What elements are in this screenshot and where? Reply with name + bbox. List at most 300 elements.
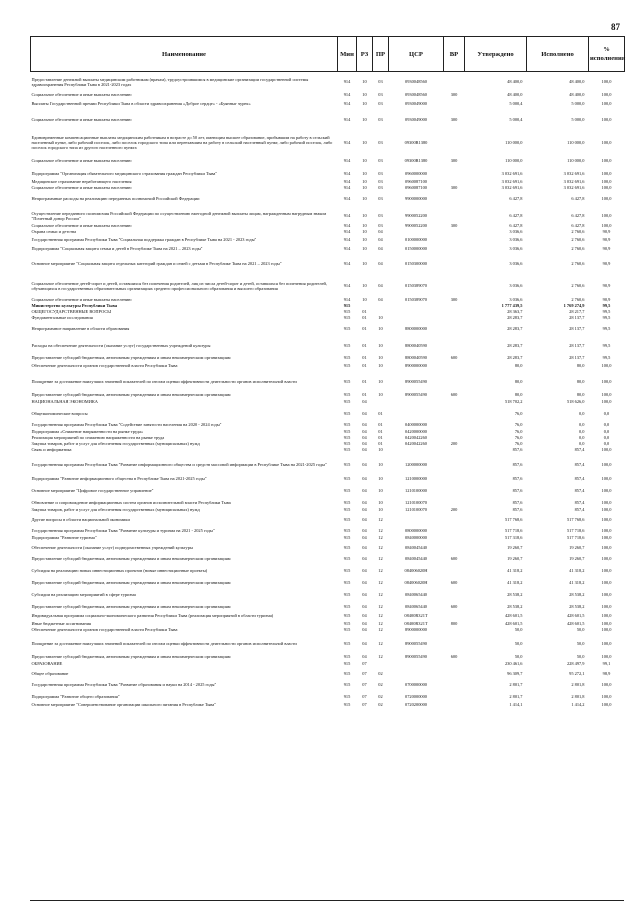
cell-name: Социальное обеспечение и иные выплаты населению (31, 223, 132, 228)
cell-rz: 04 (362, 507, 367, 512)
cell-approved: 80,0 (514, 362, 523, 368)
cell-percent: 0,0 (603, 422, 610, 427)
cell-rz: 04 (362, 641, 367, 646)
cell-name: Подпрограмма "Развитие общего образования" (31, 694, 120, 699)
cell-csr: 1210100070 (405, 507, 427, 512)
cell-percent: 100,0 (601, 621, 612, 626)
cell-percent: 100,0 (601, 604, 612, 609)
cell-min: 914 (343, 229, 351, 234)
cell-vr (444, 701, 465, 709)
cell-vr (444, 567, 465, 575)
cell-percent: 99,5 (602, 315, 611, 320)
cell-csr: 8900055490 (405, 379, 427, 384)
table-row (31, 487, 625, 495)
cell-percent: 99,5 (602, 343, 611, 348)
cell-executed: 80,0 (576, 379, 585, 384)
row-spacer (31, 369, 625, 377)
cell-executed: 50,0 (576, 641, 585, 646)
cell-csr: 084006020Н (404, 580, 428, 585)
cell-vr: 200 (450, 507, 458, 512)
cell-executed: 80,0 (576, 392, 585, 397)
cell-approved: 2 801,7 (509, 694, 523, 699)
cell-rz: 04 (362, 604, 367, 609)
cell-executed: 19 260,7 (569, 545, 585, 550)
cell-executed: 0,0 (579, 435, 585, 440)
cell-executed: 0,0 (579, 422, 585, 427)
cell-csr: 1210100070 (405, 500, 427, 505)
cell-rz: 10 (362, 140, 367, 145)
cell-rz: 04 (362, 488, 367, 493)
cell-executed: 857,4 (574, 476, 585, 481)
cell-percent: 100,0 (601, 488, 612, 493)
cell-executed: 95 272,1 (569, 671, 585, 676)
cell-rz: 04 (362, 429, 367, 434)
cell-rz: 01 (362, 355, 367, 360)
cell-percent: 90,9 (602, 261, 611, 266)
cell-min: 915 (343, 556, 351, 561)
cell-vr (444, 362, 465, 369)
cell-rz: 04 (362, 627, 367, 632)
cell-executed: 0,0 (579, 429, 585, 434)
cell-percent: 100,0 (601, 223, 612, 228)
cell-pr: 03 (378, 170, 383, 176)
cell-csr: 0930049000 (405, 116, 427, 122)
cell-vr (444, 209, 465, 223)
cell-vr (444, 499, 465, 507)
cell-rz: 10 (362, 246, 367, 251)
cell-approved: 6 427,8 (509, 196, 523, 201)
cell-vr (444, 611, 465, 621)
cell-rz: 01 (362, 379, 367, 384)
cell-name: Государственная программа Республики Тыва "Развитие информационного общества и средств массовой информации в Республике Тыва на 2021-2025 годы" (31, 462, 327, 467)
cell-approved: 76,0 (514, 441, 523, 446)
cell-pr: 12 (378, 545, 383, 550)
cell-pr: 12 (378, 621, 383, 626)
cell-percent: 100,0 (601, 462, 612, 467)
cell-approved: 28 283,7 (507, 325, 523, 331)
cell-vr: 300 (450, 223, 458, 228)
cell-name: Государственная программа Республики Тыва "Содействие занятости населения на 2020 - 2024 годы" (31, 422, 222, 427)
cell-approved: 3 032 691,6 (501, 170, 523, 176)
cell-min: 914 (343, 261, 351, 266)
cell-approved: 28 283,7 (507, 343, 523, 348)
cell-percent: 90,9 (602, 229, 611, 234)
cell-executed: 857,4 (574, 500, 585, 505)
cell-executed: 228 497,9 (566, 661, 585, 666)
cell-name: Охрана семьи и детства (31, 229, 77, 234)
cell-min: 915 (343, 362, 351, 368)
cell-vr (444, 130, 465, 156)
cell-executed: 50,0 (576, 654, 585, 659)
cell-percent: 99,5 (602, 355, 611, 360)
header-executed: Исполнено (527, 37, 589, 72)
cell-min: 915 (343, 507, 351, 512)
cell-min: 914 (343, 246, 351, 251)
cell-name: Государственная программа Республики Тыва "Социальная поддержка граждан в Республике Тыва на 2021 - 2023 годы" (31, 237, 257, 242)
cell-rz: 01 (362, 309, 367, 314)
cell-csr: 0840065440 (405, 604, 427, 609)
cell-vr: 800 (450, 621, 458, 626)
cell-percent: 100,0 (601, 379, 612, 384)
cell-min: 915 (343, 613, 351, 618)
cell-approved: 3 036,6 (509, 261, 523, 266)
cell-approved: 41 318,2 (507, 568, 523, 573)
cell-min: 914 (343, 79, 351, 84)
cell-name: НАЦИОНАЛЬНАЯ ЭКОНОМИКА (31, 399, 98, 404)
cell-vr: 600 (450, 355, 458, 360)
cell-min: 914 (343, 223, 351, 228)
cell-name: Связь и информатика (31, 447, 72, 452)
table-row (31, 169, 625, 178)
cell-min: 915 (343, 682, 351, 687)
cell-percent: 100,0 (601, 702, 612, 707)
cell-name: Социальное обеспечение детей-сирот и детей, оставшихся без попечения родителей, лиц из числа детей-сирот и детей, оставшихся без попечения родителей, обучающихся в государственных образовательных организациях среднего профессионального образования и высшего образования (31, 280, 328, 291)
cell-min: 915 (343, 641, 351, 646)
cell-pr: 12 (378, 580, 383, 585)
cell-csr: 0420042260 (405, 435, 427, 440)
cell-pr: 12 (378, 654, 383, 659)
cell-executed: 2 801,8 (571, 682, 585, 687)
cell-csr: 1210100000 (405, 488, 427, 493)
cell-approved: 428 601,5 (504, 621, 523, 626)
table-row (31, 653, 625, 661)
cell-executed: 2 760,6 (571, 297, 585, 302)
cell-min: 915 (343, 500, 351, 505)
cell-pr: 03 (378, 178, 383, 184)
cell-pr: 01 (378, 411, 383, 416)
cell-pr: 01 (378, 435, 383, 440)
table-row (31, 354, 625, 362)
cell-approved: 1 777 439,5 (501, 303, 523, 308)
cell-percent: 100,0 (601, 140, 612, 145)
cell-vr (444, 245, 465, 253)
cell-min: 915 (343, 580, 351, 585)
cell-pr: 12 (378, 568, 383, 573)
cell-pr: 01 (378, 422, 383, 427)
cell-pr: 12 (378, 528, 383, 533)
cell-pr: 10 (378, 355, 383, 360)
table-row (31, 362, 625, 369)
cell-percent: 100,0 (601, 213, 612, 218)
cell-vr: 300 (450, 91, 458, 97)
cell-pr: 10 (378, 315, 383, 320)
cell-min: 915 (343, 343, 351, 348)
cell-pr: 10 (378, 488, 383, 493)
cell-vr: 600 (450, 654, 458, 659)
cell-approved: 3 036,6 (509, 229, 523, 234)
cell-name: Обеспечение деятельности (оказание услуг) подведомственных учреждений культуры (31, 545, 193, 550)
cell-min: 914 (343, 157, 351, 163)
cell-percent: 0,0 (603, 411, 610, 416)
cell-pr: 03 (378, 213, 383, 218)
cell-percent: 100,0 (601, 178, 612, 184)
cell-rz: 04 (362, 422, 367, 427)
cell-vr: 600 (450, 604, 458, 609)
cell-csr: 0150300000 (405, 261, 427, 266)
cell-executed: 0,0 (579, 411, 585, 416)
table-row (31, 259, 625, 269)
cell-rz: 04 (362, 517, 367, 522)
cell-approved: 3 036,6 (509, 297, 523, 302)
cell-min: 915 (343, 429, 351, 434)
cell-name: Закупка товаров, работ и услуг для обеспечения государственных (муниципальных) нужд (31, 441, 200, 446)
cell-percent: 99,1 (602, 661, 611, 666)
cell-rz: 10 (362, 237, 367, 242)
cell-vr: 200 (450, 441, 458, 446)
cell-approved: 41 318,2 (507, 580, 523, 585)
cell-percent: 100,0 (601, 627, 612, 632)
table-row (31, 178, 625, 185)
cell-pr: 10 (378, 462, 383, 467)
cell-csr: 0800000000 (405, 528, 427, 533)
cell-name: Предоставление субсидий бюджетным, автономным учреждениям и иным некоммерческим организациям (31, 654, 231, 659)
cell-csr: 09300R1380 (404, 140, 428, 145)
cell-executed: 2 801,8 (571, 694, 585, 699)
cell-rz: 04 (362, 592, 367, 597)
cell-percent: 100,0 (601, 476, 612, 481)
cell-csr: 0700000000 (405, 682, 427, 687)
header-vr: ВР (444, 37, 465, 72)
cell-executed: 48 400,0 (569, 91, 585, 97)
cell-name: Общее образование (31, 671, 69, 676)
table-row (31, 591, 625, 599)
cell-min: 915 (343, 702, 351, 707)
cell-executed: 28 137,7 (569, 315, 585, 320)
cell-min: 915 (343, 528, 351, 533)
cell-pr: 10 (378, 343, 383, 348)
cell-min: 915 (343, 661, 351, 666)
cell-percent: 99,5 (602, 325, 611, 331)
cell-name: Социальное обеспечение и иные выплаты населению (31, 297, 132, 302)
cell-min: 915 (343, 462, 351, 467)
cell-vr: 600 (450, 556, 458, 561)
cell-pr: 10 (378, 325, 383, 331)
table-row (31, 90, 625, 99)
cell-rz: 10 (362, 185, 367, 190)
cell-approved: 3 036,6 (509, 246, 523, 251)
cell-vr: 300 (450, 185, 458, 190)
cell-csr: 0930048560 (405, 79, 427, 84)
cell-pr: 01 (378, 441, 383, 446)
cell-rz: 04 (362, 476, 367, 481)
cell-percent: 0,0 (603, 435, 610, 440)
cell-percent: 100,0 (601, 682, 612, 687)
table-row (31, 99, 625, 109)
cell-executed: 41 318,2 (569, 568, 585, 573)
cell-vr (444, 259, 465, 269)
cell-rz: 04 (362, 447, 367, 452)
cell-min: 915 (343, 654, 351, 659)
cell-name: Другие вопросы в области национальной экономики (31, 517, 130, 522)
cell-min: 915 (343, 441, 351, 446)
cell-csr: 0720000000 (405, 694, 427, 699)
cell-name: Субсидии на реализацию мероприятий в сфере туризма (31, 592, 136, 597)
cell-rz: 10 (362, 229, 367, 234)
cell-pr: 02 (378, 671, 383, 676)
budget-execution-table (30, 36, 625, 709)
cell-approved: 5 000,4 (509, 101, 523, 106)
cell-approved: 50,0 (514, 627, 523, 632)
cell-approved: 6 427,8 (509, 213, 523, 218)
cell-name: Поощрение за достижение наилучших значений показателей по итогам оценки эффективности деятельности органов исполнительной власти (31, 379, 297, 384)
cell-rz: 10 (362, 116, 367, 122)
cell-name: Предоставление субсидий бюджетным, автономным учреждениям и иным некоммерческим организациям (31, 355, 231, 360)
cell-approved: 3 032 691,6 (501, 178, 523, 184)
cell-rz: 10 (362, 91, 367, 97)
cell-executed: 2 760,6 (571, 229, 585, 234)
cell-csr: 0400000000 (405, 422, 427, 427)
cell-percent: 100,0 (601, 101, 612, 106)
cell-approved: 517 718,6 (504, 528, 523, 533)
cell-approved: 76,0 (514, 422, 523, 427)
cell-name: Предоставление денежной выплаты медицинским работникам (врачам), трудоустроившимся в медицинские организации государственной системы здравоохранения Республики Тыва в 2021-2023 годах (31, 76, 309, 87)
cell-rz: 01 (362, 362, 367, 368)
cell-csr: 8900000000 (405, 362, 427, 368)
cell-csr: 8900055490 (405, 641, 427, 646)
cell-rz: 04 (362, 613, 367, 618)
cell-name: Социальное обеспечение и иные выплаты населению (31, 185, 132, 190)
cell-min: 915 (343, 627, 351, 632)
cell-executed: 0,0 (579, 441, 585, 446)
cell-csr: 0100000000 (405, 237, 427, 242)
cell-min: 915 (343, 422, 351, 427)
cell-pr: 12 (378, 641, 383, 646)
cell-rz: 10 (362, 170, 367, 176)
cell-csr: 0960000000 (405, 170, 427, 176)
cell-vr (444, 487, 465, 495)
cell-percent: 100,0 (601, 556, 612, 561)
cell-vr (444, 527, 465, 535)
cell-executed: 19 260,7 (569, 556, 585, 561)
cell-name: Основное мероприятие "Социальная защита отдельных категорий граждан и семей с детьми в Республике Тыва на 2021 – 2023 годы" (31, 261, 282, 266)
cell-vr (444, 74, 465, 90)
cell-name: Фундаментальные исследования (31, 315, 93, 320)
cell-executed: 1 414,2 (571, 702, 585, 707)
cell-approved: 28 538,2 (507, 592, 523, 597)
cell-pr: 10 (378, 507, 383, 512)
cell-executed: 6 427,8 (571, 196, 585, 201)
cell-approved: 230 461,6 (504, 661, 523, 666)
cell-percent: 100,0 (601, 399, 612, 404)
row-spacer (31, 332, 625, 342)
cell-percent: 100,0 (601, 641, 612, 646)
cell-rz: 04 (362, 580, 367, 585)
cell-percent: 100,0 (601, 694, 612, 699)
cell-rz: 10 (362, 101, 367, 106)
cell-vr: 300 (450, 116, 458, 122)
cell-min: 915 (343, 411, 351, 416)
cell-rz: 04 (362, 654, 367, 659)
cell-name: Закупка товаров, работ и услуг для обеспечения государственных (муниципальных) нужд (31, 507, 200, 512)
cell-min: 915 (343, 671, 351, 676)
cell-vr (444, 275, 465, 297)
cell-rz: 04 (362, 545, 367, 550)
cell-pr: 12 (378, 517, 383, 522)
cell-executed: 6 427,8 (571, 213, 585, 218)
cell-min: 914 (343, 178, 351, 184)
cell-csr: 8900055490 (405, 392, 427, 397)
table-row (31, 130, 625, 156)
cell-csr: 8900055490 (405, 654, 427, 659)
cell-percent: 90,9 (602, 283, 611, 288)
cell-vr: 600 (450, 580, 458, 585)
cell-percent: 99,5 (602, 303, 611, 308)
cell-approved: 3 032 691,6 (501, 185, 523, 190)
cell-rz: 07 (362, 671, 367, 676)
cell-executed: 2 760,6 (571, 283, 585, 288)
cell-percent: 100,0 (601, 362, 612, 368)
cell-rz: 04 (362, 621, 367, 626)
cell-executed: 28 137,7 (569, 343, 585, 348)
cell-executed: 3 032 691,6 (563, 178, 585, 184)
cell-name: Выплаты Государственной премии Республики Тыва в области здравоохранения «Доброе сердце» - «Буянныг чурек» (31, 101, 251, 106)
cell-vr (444, 377, 465, 387)
table-row (31, 115, 625, 124)
cell-name: Подпрограмма "Социальная защита семьи и детей в Республике Тыва на 2021 – 2023 годы" (31, 246, 203, 251)
cell-rz: 01 (362, 392, 367, 397)
cell-percent: 100,0 (601, 116, 612, 122)
cell-name: Государственная программа Республики Тыва "Развитие образования и науки на 2014 - 2025 годы" (31, 682, 217, 687)
cell-executed: 857,4 (574, 447, 585, 452)
cell-approved: 6 427,8 (509, 223, 523, 228)
cell-rz: 10 (362, 283, 367, 288)
table-row (31, 74, 625, 90)
table-row (31, 342, 625, 350)
cell-percent: 100,0 (601, 91, 612, 97)
cell-vr (444, 459, 465, 471)
cell-approved: 3 036,6 (509, 237, 523, 242)
cell-percent: 100,0 (601, 392, 612, 397)
cell-executed: 110 000,0 (567, 140, 585, 145)
header-rz: РЗ (357, 37, 373, 72)
cell-name: Осуществление переданного полномочия Российской Федерации по осуществлению ежегодной денежной выплаты лицам, награжденным нагрудным знаком "Почетный донор России" (31, 210, 327, 221)
cell-min: 915 (343, 694, 351, 699)
cell-pr: 04 (378, 229, 383, 234)
cell-approved: 80,0 (514, 379, 523, 384)
cell-rz: 04 (362, 399, 367, 404)
cell-rz: 01 (362, 315, 367, 320)
cell-pr: 03 (378, 91, 383, 97)
cell-pr: 04 (378, 297, 383, 302)
cell-name: ОБРАЗОВАНИЕ (31, 661, 63, 666)
cell-pr: 10 (378, 392, 383, 397)
cell-min: 915 (343, 392, 351, 397)
cell-executed: 857,4 (574, 488, 585, 493)
header-pr: ПР (373, 37, 389, 72)
cell-min: 915 (343, 325, 351, 331)
cell-min: 915 (343, 476, 351, 481)
cell-executed: 857,4 (574, 507, 585, 512)
cell-name: Государственная программа Республики Тыва "Развитие культуры и туризма на 2021 - 2025 годы" (31, 528, 215, 533)
cell-min: 914 (343, 297, 351, 302)
cell-min: 915 (343, 535, 351, 540)
cell-pr: 03 (378, 185, 383, 190)
cell-csr: 0960087100 (405, 185, 427, 190)
cell-min: 915 (343, 592, 351, 597)
table-row (31, 693, 625, 701)
cell-name: Социальное обеспечение и иные выплаты населению (31, 157, 132, 163)
cell-min: 914 (343, 283, 351, 288)
cell-name: Основное мероприятие "Цифровое государственное управление" (31, 488, 154, 493)
cell-executed: 28 217,7 (569, 309, 585, 314)
table-body (31, 72, 625, 709)
cell-approved: 5 000,4 (509, 116, 523, 122)
table-row (31, 235, 625, 245)
cell-approved: 518 702,2 (504, 399, 523, 404)
cell-vr: 600 (450, 392, 458, 397)
cell-executed: 28 137,7 (569, 355, 585, 360)
cell-name: Медицинское страхование неработающего населения (31, 178, 132, 184)
